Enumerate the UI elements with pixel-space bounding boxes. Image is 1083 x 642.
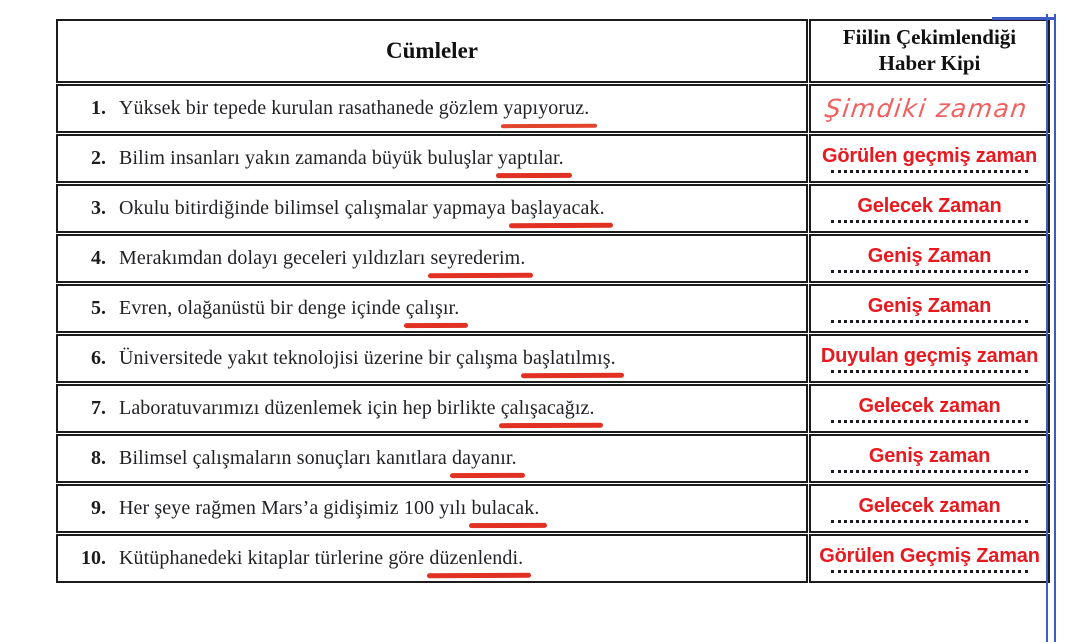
sentence-text <box>119 547 523 569</box>
table-row <box>56 384 1050 433</box>
sentence-text <box>119 297 459 319</box>
table-row <box>56 84 1050 133</box>
sentence-cell <box>56 234 808 283</box>
answer-text: Gelecek zaman <box>858 495 1001 517</box>
dotted-underline <box>831 170 1028 173</box>
underlined-verb: çalışır. <box>405 297 460 319</box>
sentence-pre: Üniversitede yakıt teknolojisi üzerine bir çalışma <box>119 347 523 369</box>
sentence-pre: Evren, olağanüstü bir denge içinde <box>119 297 406 319</box>
table-row <box>56 334 1050 383</box>
sentence-cell <box>56 184 808 233</box>
underlined-verb: düzenlendi. <box>429 547 524 569</box>
answer-text: Duyulan geçmiş zaman <box>820 345 1039 367</box>
sentence-pre: Yüksek bir tepede kurulan rasathanede gözlem <box>119 97 504 119</box>
underlined-verb: seyrederim. <box>430 247 526 269</box>
table-row <box>56 484 1050 533</box>
sentence-cell <box>56 84 808 133</box>
dotted-underline <box>831 470 1028 473</box>
answer-cell <box>809 384 1050 433</box>
dotted-underline <box>831 520 1028 523</box>
answer-cell <box>809 434 1050 483</box>
dotted-underline <box>831 370 1028 373</box>
row-number: 4. <box>91 247 106 269</box>
table-row <box>56 434 1050 483</box>
dotted-underline <box>831 570 1028 573</box>
answer-cell <box>809 134 1050 183</box>
answer-text: Gelecek zaman <box>858 395 1001 417</box>
row-number: 3. <box>91 197 106 219</box>
dotted-underline <box>831 270 1028 273</box>
answer-text: Geniş Zaman <box>867 295 992 317</box>
underlined-verb: başlayacak. <box>510 197 605 219</box>
sentence-cell <box>56 134 808 183</box>
sentence-text <box>119 397 595 419</box>
sentence-cell <box>56 434 808 483</box>
dotted-underline <box>831 220 1028 223</box>
answer-cell <box>809 534 1050 583</box>
answer-cell <box>809 184 1050 233</box>
sentence-cell <box>56 384 808 433</box>
sentence-pre: Okulu bitirdiğinde bilimsel çalışmalar yapmaya <box>119 197 511 219</box>
sentence-pre: Kütüphanedeki kitaplar türlerine göre <box>119 547 430 569</box>
answer-text: Şimdiki zaman <box>823 94 1030 124</box>
answer-text: Geniş zaman <box>868 445 991 467</box>
underlined-verb: başlatılmış. <box>522 347 616 369</box>
answer-cell <box>809 84 1050 133</box>
row-number: 7. <box>91 397 106 419</box>
dotted-underline <box>831 420 1028 423</box>
page-frame-right-edge <box>1046 14 1056 642</box>
header-tense: Fiilin Çekimlendiği Haber Kipi <box>809 19 1050 83</box>
row-number: 5. <box>91 297 106 319</box>
sentence-text <box>119 497 539 519</box>
table-row <box>56 534 1050 583</box>
underlined-verb: bulacak. <box>471 497 540 519</box>
sentence-cell <box>56 534 808 583</box>
sentence-text <box>119 97 589 119</box>
sentence-text <box>119 347 616 369</box>
underlined-verb: dayanır. <box>452 447 517 469</box>
answer-cell <box>809 334 1050 383</box>
sentence-pre: Bilim insanları yakın zamanda büyük buluşlar <box>119 147 498 169</box>
row-number: 10. <box>81 547 106 569</box>
answer-text: Gelecek Zaman <box>857 195 1002 217</box>
row-number: 8. <box>91 447 106 469</box>
answer-text: Görülen Geçmiş Zaman <box>819 545 1040 567</box>
table-row <box>56 284 1050 333</box>
answer-text: Görülen geçmiş zaman <box>822 145 1037 167</box>
tense-exercise-table <box>55 18 1051 584</box>
sentence-text <box>119 197 605 219</box>
sentence-pre: Bilimsel çalışmaların sonuçları kanıtlara <box>119 447 452 469</box>
answer-text: Geniş Zaman <box>867 245 992 267</box>
header-row <box>56 19 1050 83</box>
underlined-verb: çalışacağız. <box>500 397 595 419</box>
table-row <box>56 184 1050 233</box>
sentence-cell <box>56 484 808 533</box>
sentence-text <box>119 147 564 169</box>
table-row <box>56 234 1050 283</box>
sentence-pre: Merakımdan dolayı geceleri yıldızları <box>119 247 431 269</box>
row-number: 1. <box>91 97 106 119</box>
header-sentences: Cümleler <box>56 19 808 83</box>
sentence-cell <box>56 284 808 333</box>
sentence-pre: Laboratuvarımızı düzenlemek için hep birlikte <box>119 397 501 419</box>
sentence-text <box>119 447 517 469</box>
dotted-underline <box>831 320 1028 323</box>
sentence-text <box>119 247 525 269</box>
row-number: 2. <box>91 147 106 169</box>
sentence-cell <box>56 334 808 383</box>
answer-cell <box>809 484 1050 533</box>
table-row <box>56 134 1050 183</box>
answer-cell <box>809 234 1050 283</box>
underlined-verb: yaptılar. <box>497 147 564 169</box>
row-number: 9. <box>91 497 106 519</box>
row-number: 6. <box>91 347 106 369</box>
underlined-verb: yapıyoruz. <box>503 97 590 119</box>
sentence-pre: Her şeye rağmen Mars’a gidişimiz 100 yılı <box>119 497 472 519</box>
answer-cell <box>809 284 1050 333</box>
